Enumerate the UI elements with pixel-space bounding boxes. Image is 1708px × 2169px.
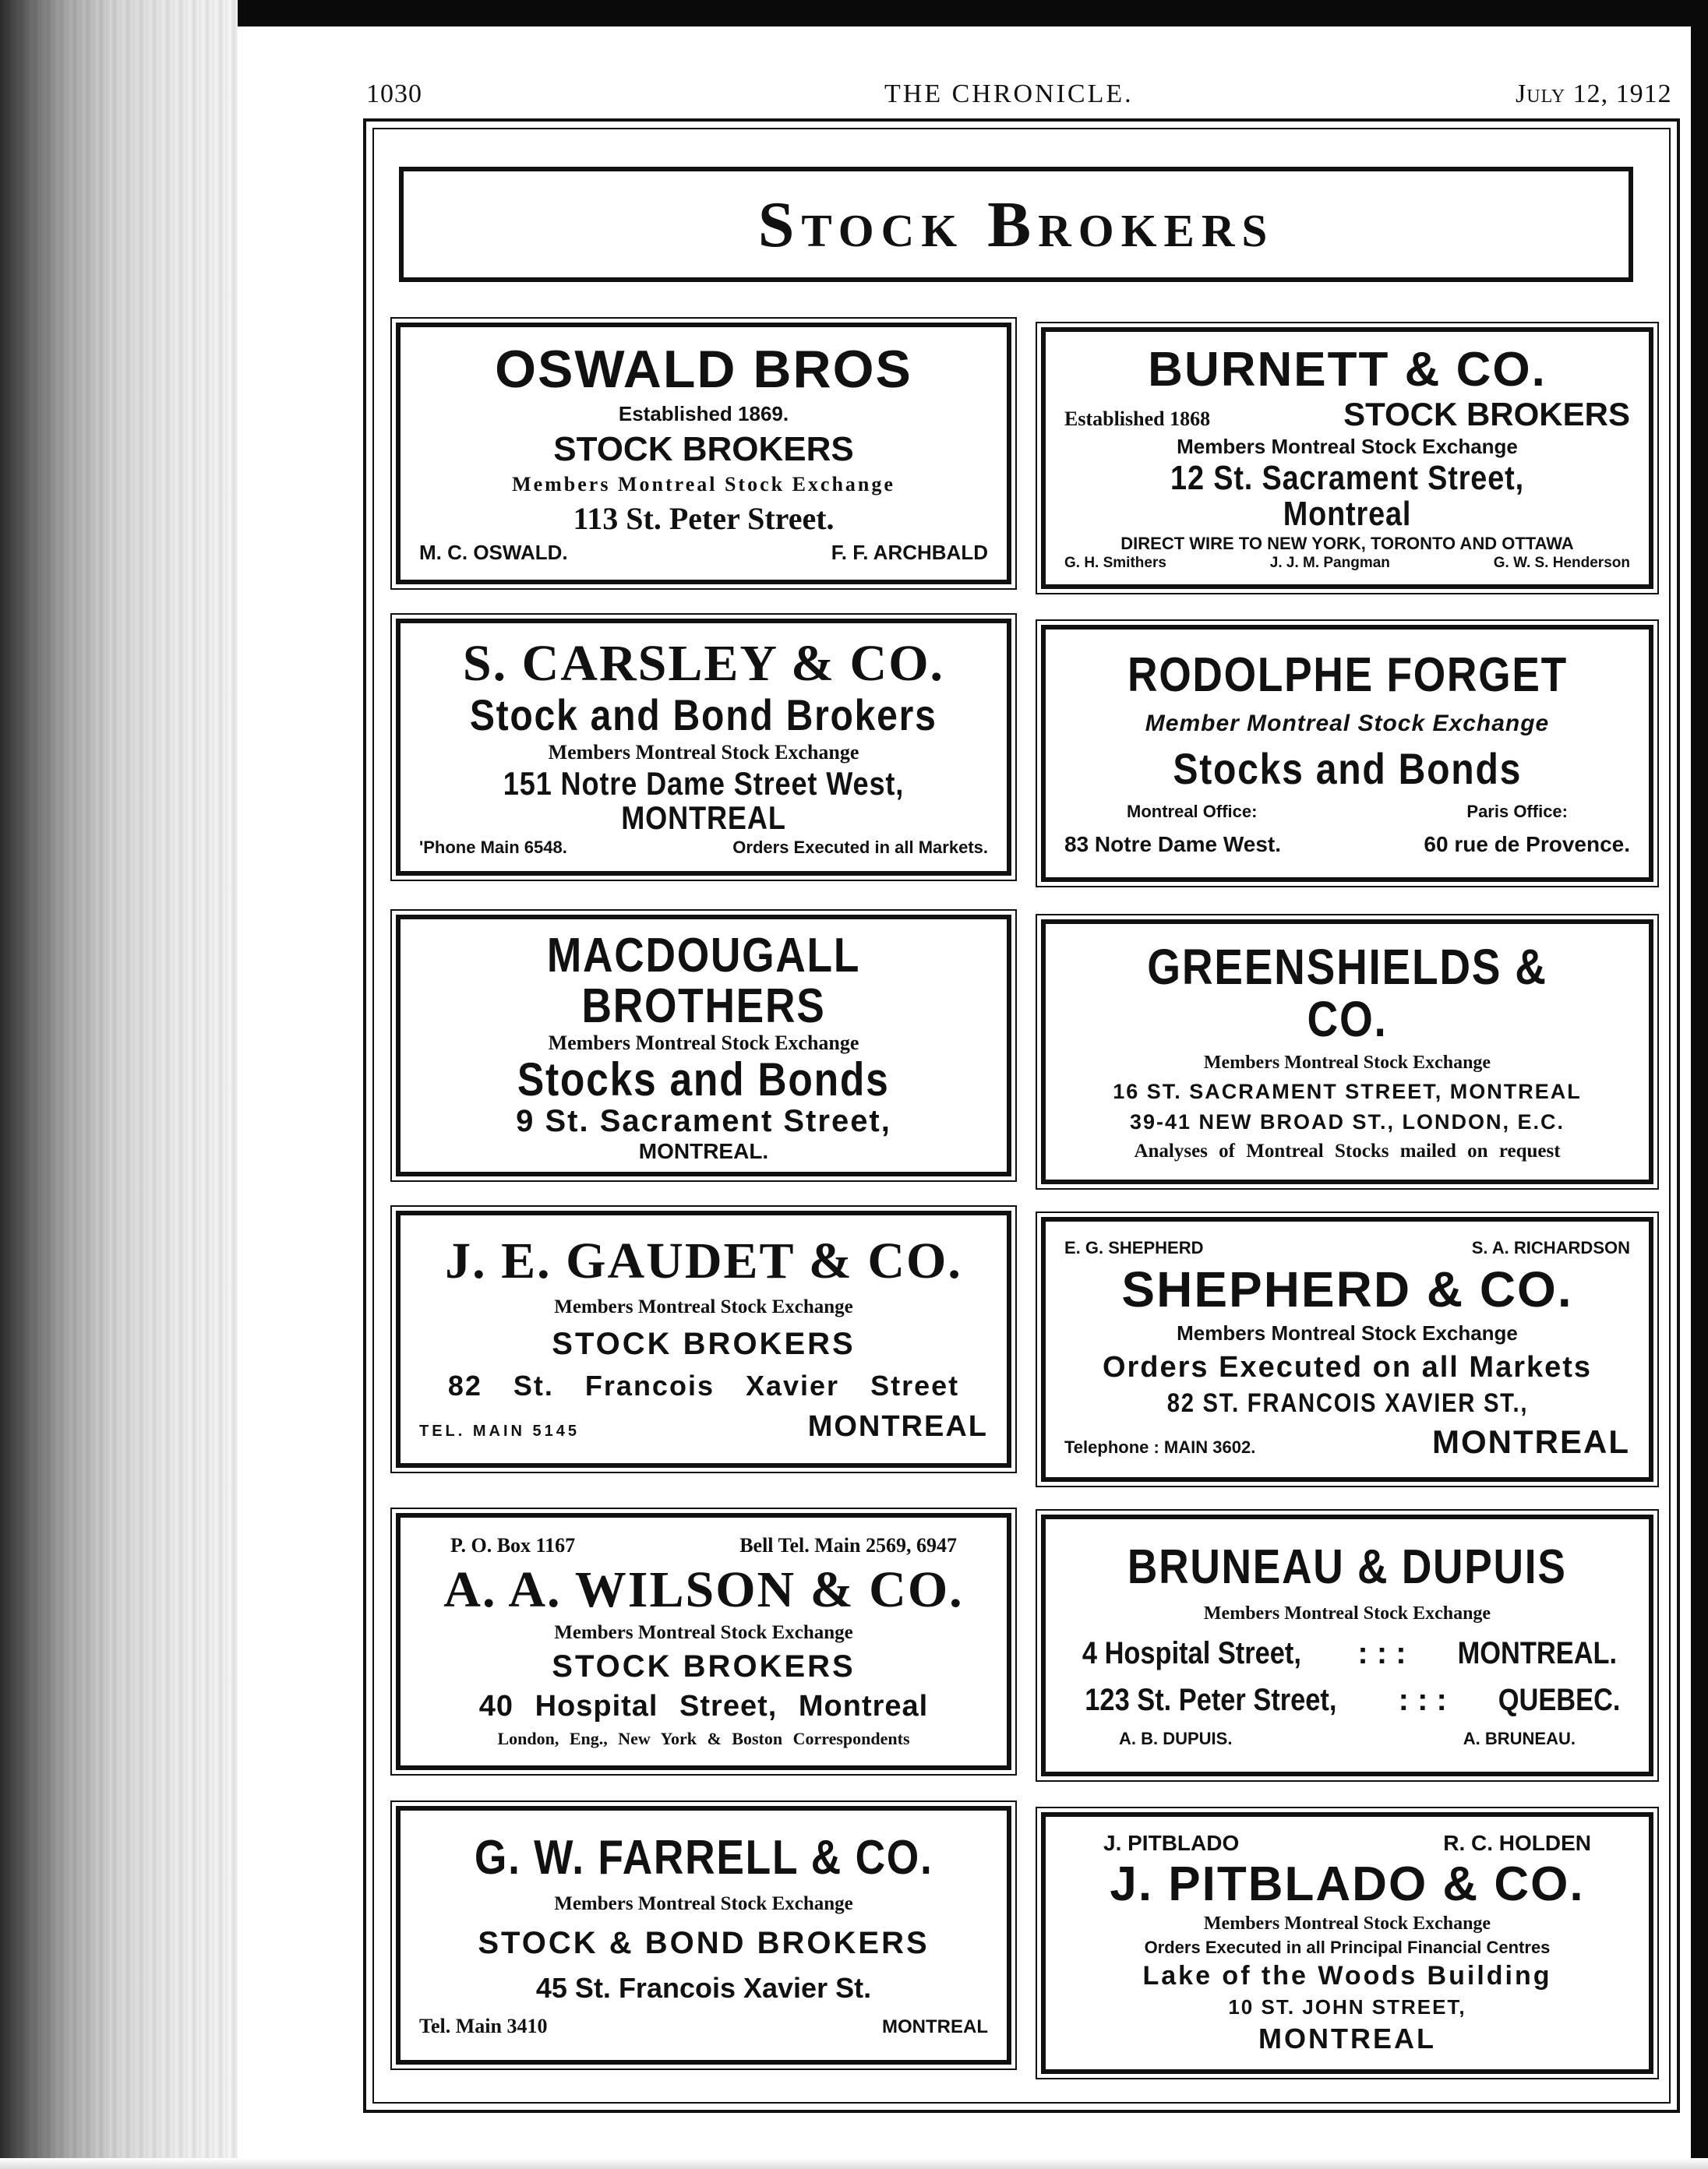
contact-row <box>1064 1423 1630 1461</box>
correspondents-text: London, Eng., New York & Boston Correspondents <box>497 1729 910 1749</box>
address-text: 9 St. Sacrament Street, <box>516 1104 891 1139</box>
city-text: MONTREAL <box>1432 1423 1630 1460</box>
established-text: Established 1869. <box>618 401 789 425</box>
phone-text: Bell Tel. Main 2569, 6947 <box>739 1533 957 1557</box>
separator-1: : : : <box>1357 1636 1406 1671</box>
address-montreal: 16 ST. SACRAMENT STREET, MONTREAL <box>1113 1079 1582 1103</box>
paris-office: 60 rue de Provence. <box>1424 831 1630 856</box>
address-text: 12 St. Sacrament Street, Montreal <box>1170 458 1524 533</box>
partner-right: S. A. RICHARDSON <box>1471 1238 1630 1258</box>
phone-text: 'Phone Main 6548. <box>419 838 567 858</box>
firm-name: G. W. FARRELL & CO. <box>474 1830 933 1885</box>
members-text: Members Montreal Stock Exchange <box>1203 1913 1491 1934</box>
partner-left: J. PITBLADO <box>1103 1831 1240 1856</box>
ad-pitblado-co <box>1041 1812 1653 2074</box>
phone-text: Telephone : MAIN 3602. <box>1064 1437 1256 1457</box>
partner-right: A. BRUNEAU. <box>1463 1729 1576 1749</box>
ad-carsley-co <box>396 619 1011 876</box>
contact-row <box>419 2015 988 2038</box>
office-labels-row <box>1064 802 1630 822</box>
firm-name: SHEPHERD & CO. <box>1121 1261 1573 1318</box>
partners-row <box>1064 1831 1630 1856</box>
role-text: STOCK & BOND BROKERS <box>478 1926 930 1961</box>
building-text: Lake of the Woods Building <box>1142 1961 1552 1991</box>
po-box: P. O. Box 1167 <box>450 1533 576 1557</box>
firm-name: J. PITBLADO & CO. <box>1110 1857 1585 1912</box>
ad-bruneau-dupuis <box>1041 1515 1653 1776</box>
address-text: 45 St. Francois Xavier St. <box>535 1971 872 2004</box>
established-row <box>1064 396 1630 433</box>
members-text: Members Montreal Stock Exchange <box>554 1622 853 1644</box>
ad-greenshields-co <box>1041 919 1653 1184</box>
address-row-2 <box>1064 1683 1630 1718</box>
role-text: STOCK BROKERS <box>552 1649 856 1684</box>
firm-name: GREENSHIELDS & CO. <box>1147 939 1547 1048</box>
members-text: Members Montreal Stock Exchange <box>512 472 895 496</box>
journal-title: THE CHRONICLE. <box>884 79 1134 108</box>
firm-name: MACDOUGALL BROTHERS <box>546 929 861 1034</box>
firm-name: S. CARSLEY & CO. <box>462 634 945 692</box>
role-text: STOCK BROKERS <box>552 1326 856 1361</box>
partner-3: G. W. S. Henderson <box>1493 555 1630 572</box>
contact-row <box>419 1534 988 1557</box>
contact-row <box>419 838 988 858</box>
address-text: 82 ST. FRANCOIS XAVIER ST., <box>1166 1388 1528 1419</box>
ad-oswald-bros <box>396 323 1011 584</box>
ad-gaudet-co <box>396 1211 1011 1468</box>
address-london: 39-41 NEW BROAD ST., LONDON, E.C. <box>1129 1109 1565 1134</box>
partners-row <box>1064 1238 1630 1258</box>
firm-name: BRUNEAU & DUPUIS <box>1127 1539 1567 1594</box>
ad-rodolphe-forget <box>1041 625 1653 882</box>
members-text: Members Montreal Stock Exchange <box>548 740 859 764</box>
section-title: Stock Brokers <box>757 188 1275 261</box>
members-text: Members Montreal Stock Exchange <box>548 1032 859 1055</box>
ad-farrell-co <box>396 1806 1011 2065</box>
members-text: Member Montreal Stock Exchange <box>1145 710 1550 736</box>
city-text: MONTREAL. <box>638 1139 769 1164</box>
ad-macdougall-brothers <box>396 915 1011 1176</box>
role-text: Stocks and Bonds <box>517 1053 890 1106</box>
wire-text: DIRECT WIRE TO NEW YORK, TORONTO AND OTTAWA <box>1120 533 1574 553</box>
issue-date: July 12, 1912 <box>1516 79 1672 108</box>
ad-shepherd-co <box>1041 1217 1653 1482</box>
orders-text: Orders Executed in all Markets. <box>732 838 988 858</box>
city-text: MONTREAL <box>882 2016 988 2038</box>
page-number: 1030 <box>366 79 422 108</box>
separator-2: : : : <box>1398 1682 1447 1717</box>
partner-left: M. C. OSWALD. <box>419 540 568 564</box>
orders-text: Orders Executed in all Principal Financial Centres <box>1144 1938 1551 1958</box>
members-text: Members Montreal Stock Exchange <box>1203 1052 1491 1073</box>
address-text: 10 ST. JOHN STREET, <box>1228 1994 1466 2019</box>
partner-right: R. C. HOLDEN <box>1443 1831 1591 1856</box>
partners-row <box>1064 1729 1630 1749</box>
address-text: 151 Notre Dame Street West, MONTREAL <box>503 764 905 836</box>
firm-name: J. E. GAUDET & CO. <box>445 1233 962 1290</box>
phone-text: TEL. MAIN 5145 <box>419 1423 581 1441</box>
book-spine-edge <box>0 0 238 2169</box>
phone-text: Tel. Main 3410 <box>419 2015 548 2038</box>
address-text: 82 St. Francois Xavier Street <box>447 1370 960 1402</box>
role-text: Stock and Bond Brokers <box>470 690 937 740</box>
established-text: Established 1868 <box>1064 407 1211 431</box>
orders-text: Orders Executed on all Markets <box>1102 1351 1593 1384</box>
ad-wilson-co <box>396 1513 1011 1770</box>
role-text: STOCK BROKERS <box>1343 396 1630 433</box>
partner-right: F. F. ARCHBALD <box>831 540 988 564</box>
firm-name: A. A. WILSON & CO. <box>443 1561 964 1618</box>
city-2: QUEBEC. <box>1498 1682 1621 1717</box>
members-text: Members Montreal Stock Exchange <box>1177 435 1518 459</box>
partner-left: E. G. SHEPHERD <box>1064 1238 1204 1258</box>
partners-row <box>1064 555 1630 572</box>
scan-right-edge <box>1691 0 1708 2169</box>
partners-row <box>419 541 988 565</box>
address-text: 113 St. Peter Street. <box>573 500 835 536</box>
address-1: 4 Hospital Street, <box>1082 1636 1301 1671</box>
city-1: MONTREAL. <box>1457 1636 1618 1671</box>
analyses-note: Analyses of Montreal Stocks mailed on request <box>1134 1140 1561 1162</box>
role-text: STOCK BROKERS <box>553 429 854 468</box>
partner-2: J. J. M. Pangman <box>1269 555 1390 572</box>
address-row-1 <box>1064 1636 1630 1671</box>
contact-row <box>419 1410 988 1444</box>
partner-1: G. H. Smithers <box>1064 555 1166 572</box>
partner-left: A. B. DUPUIS. <box>1119 1729 1233 1749</box>
offices-row <box>1064 832 1630 857</box>
firm-name: RODOLPHE FORGET <box>1127 648 1568 703</box>
members-text: Members Montreal Stock Exchange <box>554 1893 853 1915</box>
section-banner <box>399 167 1633 282</box>
scan-bottom-edge <box>0 2158 1708 2169</box>
paris-office-label: Paris Office: <box>1466 802 1568 822</box>
scan-top-edge <box>0 0 1708 26</box>
role-text: Stocks and Bonds <box>1173 744 1522 794</box>
members-text: Members Montreal Stock Exchange <box>1203 1603 1491 1624</box>
firm-name: BURNETT & CO. <box>1148 342 1547 397</box>
montreal-office: 83 Notre Dame West. <box>1064 831 1282 856</box>
members-text: Members Montreal Stock Exchange <box>554 1296 853 1318</box>
ad-burnett-co <box>1041 327 1653 589</box>
city-text: MONTREAL <box>807 1410 988 1444</box>
address-2: 123 St. Peter Street, <box>1085 1682 1337 1717</box>
montreal-office-label: Montreal Office: <box>1127 802 1258 822</box>
city-text: MONTREAL <box>1258 2022 1436 2054</box>
firm-name: OSWALD BROS <box>495 340 912 400</box>
address-text: 40 Hospital Street, Montreal <box>478 1690 929 1723</box>
members-text: Members Montreal Stock Exchange <box>1177 1321 1518 1345</box>
